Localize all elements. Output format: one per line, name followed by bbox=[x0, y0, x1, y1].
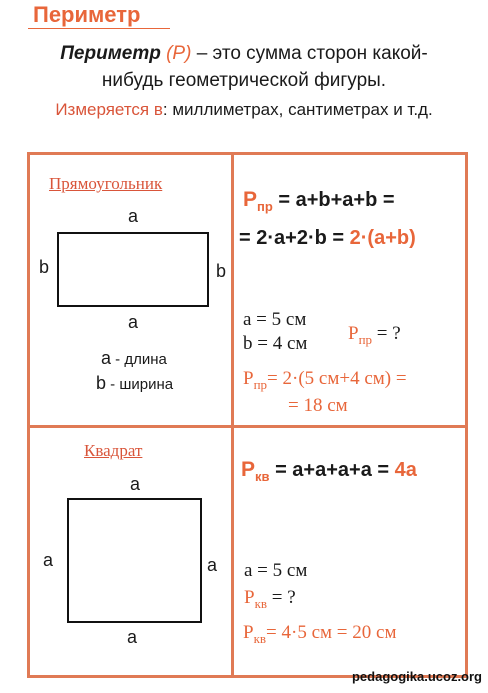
measured-units: : миллиметрах, сантиметрах и т.д. bbox=[162, 100, 433, 119]
rect-formula-line-1 bbox=[243, 188, 395, 214]
formula-result: 2·(a+b) bbox=[349, 227, 416, 249]
rectangle-shape bbox=[57, 232, 209, 307]
legend-a-text: - длина bbox=[111, 351, 167, 368]
measured-in bbox=[14, 100, 474, 120]
square-question bbox=[244, 586, 296, 616]
definition-line-1 bbox=[14, 40, 474, 67]
question-mark: = ? bbox=[267, 587, 296, 608]
question-mark: = ? bbox=[372, 323, 401, 344]
definition bbox=[14, 40, 474, 94]
watermark: pedagogika.ucoz.org bbox=[351, 669, 482, 684]
square-title: Квадрат bbox=[84, 441, 143, 460]
definition-text: – это сумма сторон какой- bbox=[191, 43, 428, 64]
page-title: Периметр bbox=[33, 2, 141, 27]
square-side-bottom: a bbox=[127, 627, 138, 647]
table-horizontal-divider bbox=[27, 425, 468, 428]
calc-expression: = 2·(5 см+4 см) = bbox=[267, 368, 407, 389]
rect-side-top: a bbox=[128, 206, 139, 226]
legend-b-letter: b bbox=[96, 373, 107, 393]
rect-calc-line-1: $P_{пр}= 2\cdot(5$ см+4 см) = bbox=[243, 368, 407, 392]
measured-label: Измеряется в bbox=[55, 100, 163, 119]
square-given-a: a = 5 см bbox=[244, 560, 308, 581]
rectangle-title: Прямоугольник bbox=[49, 174, 163, 193]
legend-b-text: - ширина bbox=[106, 376, 174, 393]
definition-symbol: (P) bbox=[166, 43, 192, 64]
given-b: b = 4 см bbox=[243, 333, 308, 354]
square-side-left: a bbox=[43, 550, 54, 570]
question-symbol: $P_{пр}$ bbox=[348, 323, 373, 347]
square-side-top: a bbox=[130, 474, 141, 494]
formula-result: 4a bbox=[394, 459, 417, 481]
rect-side-left: b bbox=[39, 257, 50, 277]
rect-legend-b bbox=[96, 373, 173, 394]
formula-expanded: = 2·a+2·b = bbox=[239, 227, 350, 249]
square-side-right: a bbox=[207, 555, 218, 575]
legend-a-letter: a bbox=[101, 348, 112, 368]
rect-side-bottom: a bbox=[128, 312, 139, 332]
formula-sum: = a+b+a+b = bbox=[272, 189, 395, 211]
perimeter-symbol: $P_{пр}$ bbox=[243, 188, 273, 215]
calc-expression: = 4·5 см = 20 см bbox=[266, 622, 397, 643]
rect-question bbox=[348, 322, 401, 352]
given-a: a = 5 см bbox=[243, 309, 307, 330]
rect-given bbox=[243, 308, 307, 356]
rect-calc-line-2: = 18 см bbox=[288, 395, 348, 416]
square-formula bbox=[241, 458, 417, 484]
question-symbol: $P_{кв}$ bbox=[244, 587, 268, 611]
table-vertical-divider bbox=[231, 152, 234, 678]
rect-side-right: b bbox=[216, 261, 227, 281]
square-calc: $P_{кв}= 4\cdot 5$ см = 20 см bbox=[243, 622, 397, 646]
definition-term: Периметр bbox=[60, 43, 161, 64]
perimeter-symbol: $P_{кв}$ bbox=[241, 458, 270, 485]
formula-sum: = a+a+a+a = bbox=[269, 459, 395, 481]
definition-line-2: нибудь геометрической фигуры. bbox=[101, 70, 387, 91]
rect-formula-line-2 bbox=[239, 227, 416, 250]
rect-legend-a bbox=[101, 348, 167, 369]
title-underline bbox=[28, 28, 170, 29]
square-shape bbox=[67, 498, 202, 623]
